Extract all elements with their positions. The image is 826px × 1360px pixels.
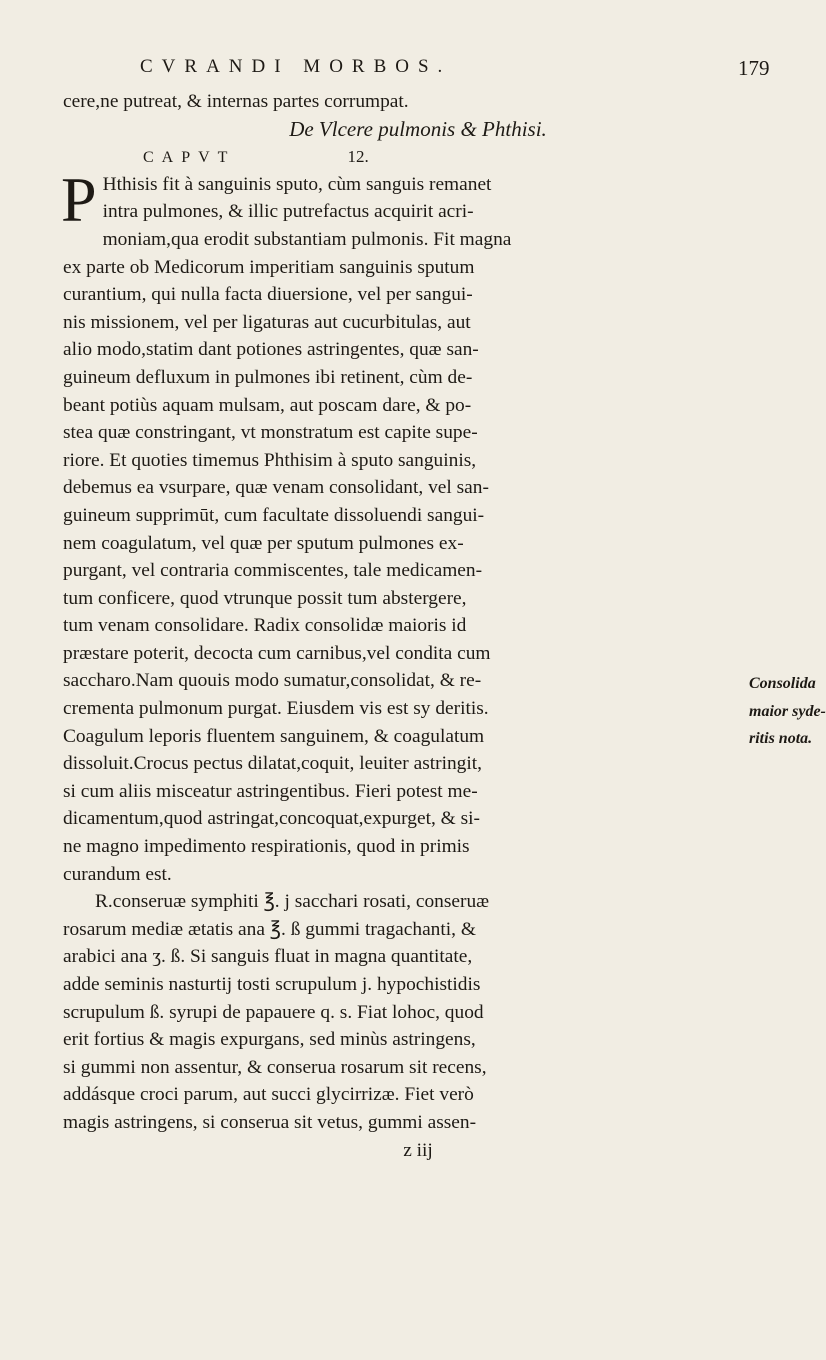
page-number: 179 xyxy=(738,56,770,80)
text-line: ex parte ob Medicorum imperitiam sanguinis sputum xyxy=(63,256,475,278)
text-line: stea quæ constringant, vt monstratum est capite supe- xyxy=(63,422,478,444)
running-head: CVRANDI MORBOS. xyxy=(140,56,452,77)
text-line: rosarum mediæ ætatis ana ℥. ß gummi tragachanti, & xyxy=(63,918,476,940)
drop-cap: P xyxy=(61,163,97,235)
text-line: si gummi non assentur, & conserua rosarum sit recens, xyxy=(63,1056,487,1078)
text-line: debemus ea vsurpare, quæ venam consolidant, vel san- xyxy=(63,477,489,499)
text-line: moniam,qua erodit substantiam pulmonis. Fit magna xyxy=(102,228,512,250)
text-line: tum conficere, quod vtrunque possit tum abstergere, xyxy=(63,587,467,609)
margin-note-line: maior syde- xyxy=(749,702,826,720)
text-line: Coagulum leporis fluentem sanguinem, & coagulatum xyxy=(63,725,485,747)
paragraph-2 xyxy=(63,888,733,1136)
text-line: præstare poterit, decocta cum carnibus,vel condita cum xyxy=(63,642,491,664)
text-line: erit fortius & magis expurgans, sed minùs astringens, xyxy=(63,1029,476,1051)
chapter-title: De Vlcere pulmonis & Phthisi. xyxy=(289,116,547,141)
text-line: Hthisis fit à sanguinis sputo, cùm sanguis remanet xyxy=(102,173,492,195)
text-line: beant potiùs aquam mulsam, aut poscam dare, & po- xyxy=(63,394,472,416)
signature-mark: z iij xyxy=(403,1139,433,1161)
text-line: dicamentum,quod astringat,concoquat,expurget, & si- xyxy=(63,808,480,830)
margin-note-line: ritis nota. xyxy=(749,730,813,748)
text-line: curantium, qui nulla facta diuersione, vel per sangui- xyxy=(63,284,473,306)
text-line: addásque croci parum, aut succi glycirrizæ. Fiet verò xyxy=(63,1084,474,1106)
text-line: tum venam consolidare. Radix consolidæ maioris id xyxy=(63,615,467,637)
text-line: riore. Et quoties timemus Phthisim à sputo sanguinis, xyxy=(63,449,477,471)
text-line: intra pulmones, & illic putrefactus acquirit acri- xyxy=(102,201,474,223)
caput-label: CAPVT xyxy=(143,149,236,167)
text-line: scrupulum ß. syrupi de papauere q. s. Fiat lohoc, quod xyxy=(63,1001,484,1023)
text-line: dissoluit.Crocus pectus dilatat,coquit, leuiter astringit, xyxy=(63,753,482,775)
text-line: arabici ana ʒ. ß. Si sanguis fluat in magna quantitate, xyxy=(63,946,473,968)
text-line: guineum supprimūt, cum facultate dissoluendi sangui- xyxy=(63,504,485,526)
margin-note xyxy=(749,670,826,753)
text-line: magis astringens, si conserua sit vetus, gummi assen- xyxy=(63,1111,477,1133)
text-line: si cum aliis misceatur astringentibus. Fieri potest me- xyxy=(63,780,478,802)
paragraph-1 xyxy=(61,163,733,888)
main-text-block xyxy=(63,88,733,1164)
text-line: crementa pulmonum purgat. Eiusdem vis est sy deritis. xyxy=(63,698,489,720)
text-line: guineum defluxum in pulmones ibi retinent, cùm de- xyxy=(63,366,473,388)
text-line: R.conseruæ symphiti ℥. j sacchari rosati, conseruæ xyxy=(95,891,490,913)
opening-line: cere,ne putreat, & internas partes corrumpat. xyxy=(63,91,409,112)
text-line: alio modo,statim dant potiones astringentes, quæ san- xyxy=(63,339,479,361)
text-line: nis missionem, vel per ligaturas aut cucurbitulas, aut xyxy=(63,311,471,333)
text-line: saccharo.Nam quouis modo sumatur,consolidat, & re- xyxy=(63,670,482,692)
chapter-heading xyxy=(63,143,733,171)
caput-number: 12. xyxy=(347,147,369,167)
text-line: adde seminis nasturtij tosti scrupulum j. hypochistidis xyxy=(63,974,481,995)
text-line: ne magno impedimento respirationis, quod in primis xyxy=(63,836,470,858)
text-line: purgant, vel contraria commiscentes, tale medicamen- xyxy=(63,560,483,582)
text-line: curandum est. xyxy=(63,863,172,885)
margin-note-line: Consolida xyxy=(749,675,816,692)
text-line: nem coagulatum, vel quæ per sputum pulmones ex- xyxy=(63,532,464,554)
